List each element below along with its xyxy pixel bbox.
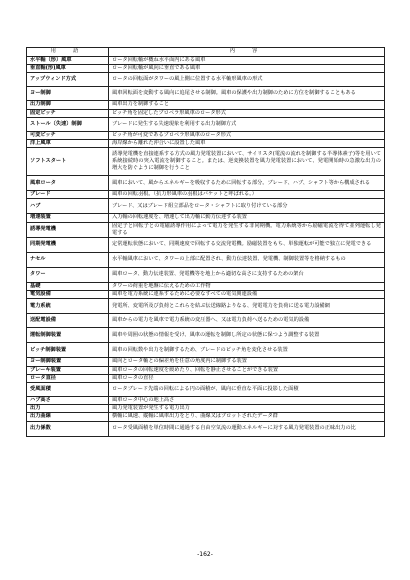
glossary-row — [27, 214, 385, 222]
glossary-term: ヨー制御 — [27, 87, 109, 101]
glossary-row — [27, 109, 385, 117]
glossary-term: 水平軸（形）風車 — [27, 57, 109, 65]
glossary-definition: 水平軸風車において、タワーの上部に配置され、動力伝達装置、発電機、制御装置等を格納するもの — [109, 253, 385, 268]
glossary-term: ロータ直径 — [27, 374, 109, 382]
glossary-row — [27, 176, 385, 191]
glossary-row — [27, 328, 385, 343]
glossary-row — [27, 65, 385, 73]
glossary-row — [27, 87, 385, 101]
glossary-term: 電気設備 — [27, 291, 109, 299]
glossary-definition: ロータ受風面積を単位時間に通過する自由空気流の運動エネルギーに対する風力発電装置の正味出力の比 — [109, 421, 385, 436]
glossary-definition: 風車の回転数や出力を制御するため、ブレードのピッチ角を変化させる装置 — [109, 343, 385, 358]
glossary-term: 増速装置 — [27, 214, 109, 222]
glossary-row — [27, 73, 385, 87]
glossary-definition: 横軸に風速、縦軸に風車出力をとり、曲線又はプロットされたデータ群 — [109, 413, 385, 421]
glossary-row — [27, 314, 385, 328]
glossary-definition: 風車において、風からエネルギーを吸収するために回転する部分。ブレード、ハブ、シャフト等から構成される — [109, 176, 385, 191]
glossary-definition: 風車ロータ中心の地上高さ — [109, 397, 385, 405]
glossary-row — [27, 343, 385, 358]
glossary-row — [27, 140, 385, 148]
glossary-term: ピッチ制御装置 — [27, 343, 109, 358]
glossary-term: タワー — [27, 268, 109, 283]
term-column-header: 用 語 — [27, 48, 109, 57]
glossary-row — [27, 366, 385, 374]
glossary-definition: 風車を電力系統に連系するために必要なすべての電気関連設備 — [109, 291, 385, 299]
glossary-term: 電力系統 — [27, 299, 109, 314]
glossary-term: 垂直軸(形)風車 — [27, 65, 109, 73]
glossary-row — [27, 199, 385, 214]
glossary-definition: 定常運転状態において、同期速度で回転する交流発電機。励磁装置をもち、単独運転が可能で独立に発電できる — [109, 238, 385, 253]
content-column-header: 内 容 — [109, 48, 385, 57]
glossary-definition: 入力軸の回転速度を、増速して出力軸に動力伝達する装置 — [109, 214, 385, 222]
glossary-definition: 発電所、変電所及び負荷とこれらを結ぶ伝送線路よりなる、発電電力を負荷に送る電力設備網 — [109, 299, 385, 314]
glossary-row — [27, 117, 385, 131]
glossary-term: 出力制御 — [27, 101, 109, 109]
glossary-row — [27, 405, 385, 413]
glossary-row — [27, 131, 385, 139]
glossary-term: 出力 — [27, 405, 109, 413]
glossary-definition: タワーの荷重を地盤に伝えるための工作物 — [109, 283, 385, 291]
glossary-term: ブレード — [27, 191, 109, 199]
glossary-definition: 風車の回転羽根。（抗力形風車の羽根はバケットと呼ばれる。） — [109, 191, 385, 199]
glossary-row — [27, 358, 385, 366]
glossary-row — [27, 148, 385, 176]
glossary-definition: ロータブレード先端の回転による円の面積が、風向に垂直な平面に投影した面積 — [109, 383, 385, 397]
glossary-body — [27, 57, 385, 437]
glossary-row — [27, 101, 385, 109]
glossary-definition: 風向とロータ軸との偏差角を任意の角度内に制御する装置 — [109, 358, 385, 366]
glossary-table — [26, 47, 385, 437]
glossary-definition: ロータ回転軸が風向に垂直である風車 — [109, 65, 385, 73]
glossary-term: 可変ピッチ — [27, 131, 109, 139]
glossary-term: 固定ピッチ — [27, 109, 109, 117]
glossary-definition: 風車や周囲の状態の情報を受け、風車の運転を制御し所定の状態に保つよう調整する装置 — [109, 328, 385, 343]
glossary-row — [27, 413, 385, 421]
glossary-definition: 風力発電装置が発生する電力出力 — [109, 405, 385, 413]
glossary-definition: ブレードに発生する失速現象を利用する出力制御方式 — [109, 117, 385, 131]
glossary-row — [27, 383, 385, 397]
glossary-definition: ピッチ角を固定したプロペラ形風車のロータ形式 — [109, 109, 385, 117]
glossary-row — [27, 397, 385, 405]
glossary-term: ハブ — [27, 199, 109, 214]
glossary-definition: ブレード、又はブレード組立部品をロータ・シャフトに取り付けている部分 — [109, 199, 385, 214]
glossary-term: ハブ高さ — [27, 397, 109, 405]
glossary-definition: ロータ回転軸が概ね水平面内にある風車 — [109, 57, 385, 65]
glossary-definition: 風車出力を制御すること — [109, 101, 385, 109]
glossary-term: 基礎 — [27, 283, 109, 291]
glossary-definition: ロータの回転面がタワーの風上側に位置する水平軸形風車の形式 — [109, 73, 385, 87]
glossary-definition: ピッチ角が可変であるプロペラ形風車のロータ形式 — [109, 131, 385, 139]
glossary-term: ストール（失速）制御 — [27, 117, 109, 131]
glossary-term: 同期発電機 — [27, 238, 109, 253]
glossary-term: アップウィンド方式 — [27, 73, 109, 87]
glossary-header — [27, 48, 385, 57]
glossary-term: ソフトスタート — [27, 148, 109, 176]
glossary-row — [27, 191, 385, 199]
glossary-row — [27, 421, 385, 436]
glossary-definition: 風車ロータ、動力伝達装置、発電機等を地上から適切な高さに支持するための架台 — [109, 268, 385, 283]
glossary-definition: 固定子と回転子との電磁誘導作用によって電力を発生する非同期機。電力系統等から励磁電流を得て並列運転し発電する — [109, 222, 385, 237]
glossary-term: 風車ロータ — [27, 176, 109, 191]
glossary-row — [27, 238, 385, 253]
glossary-term: 出力曲線 — [27, 413, 109, 421]
glossary-term: ヨー制御装置 — [27, 358, 109, 366]
glossary-term: 運転制御装置 — [27, 328, 109, 343]
glossary-definition: 風車ロータの直径 — [109, 374, 385, 382]
glossary-term: 送配電設備 — [27, 314, 109, 328]
page-number: -162- — [197, 551, 213, 558]
glossary-term: 受風面積 — [27, 383, 109, 397]
glossary-definition: 風車回転面を変動する風向に追尾させる制御。風車の保護や出力制御のために方位を制御することもある — [109, 87, 385, 101]
glossary-definition: 風車からの電力を風車で電力系統の変圧器へ、又は電力負荷へ送るための電気的設備 — [109, 314, 385, 328]
glossary-row — [27, 268, 385, 283]
glossary-term: ブレーキ装置 — [27, 366, 109, 374]
glossary-term: ナセル — [27, 253, 109, 268]
glossary-row — [27, 222, 385, 237]
glossary-row — [27, 291, 385, 299]
glossary-row — [27, 374, 385, 382]
glossary-definition: 風車ロータの回転速度を緩めたり、回転を静止させることができる装置 — [109, 366, 385, 374]
glossary-row — [27, 283, 385, 291]
glossary-definition: 海岸線から離れた沖合いに設置した風車 — [109, 140, 385, 148]
glossary-row — [27, 57, 385, 65]
glossary-row — [27, 299, 385, 314]
glossary-row — [27, 253, 385, 268]
glossary-term: 誘導発電機 — [27, 222, 109, 237]
glossary-term: 洋上風車 — [27, 140, 109, 148]
glossary-definition: 誘導発電機を直接連系する方式の風力発電装置において、サイリスタ(電流の流れを制御する半導体素子)等を用いて系統接続時の突入電流を制御すること。または、逆変換装置を風力発電装置において、発電開始時の急激な出力の増大を防ぐように制御を行うこと — [109, 148, 385, 176]
glossary-term: 出力係数 — [27, 421, 109, 436]
